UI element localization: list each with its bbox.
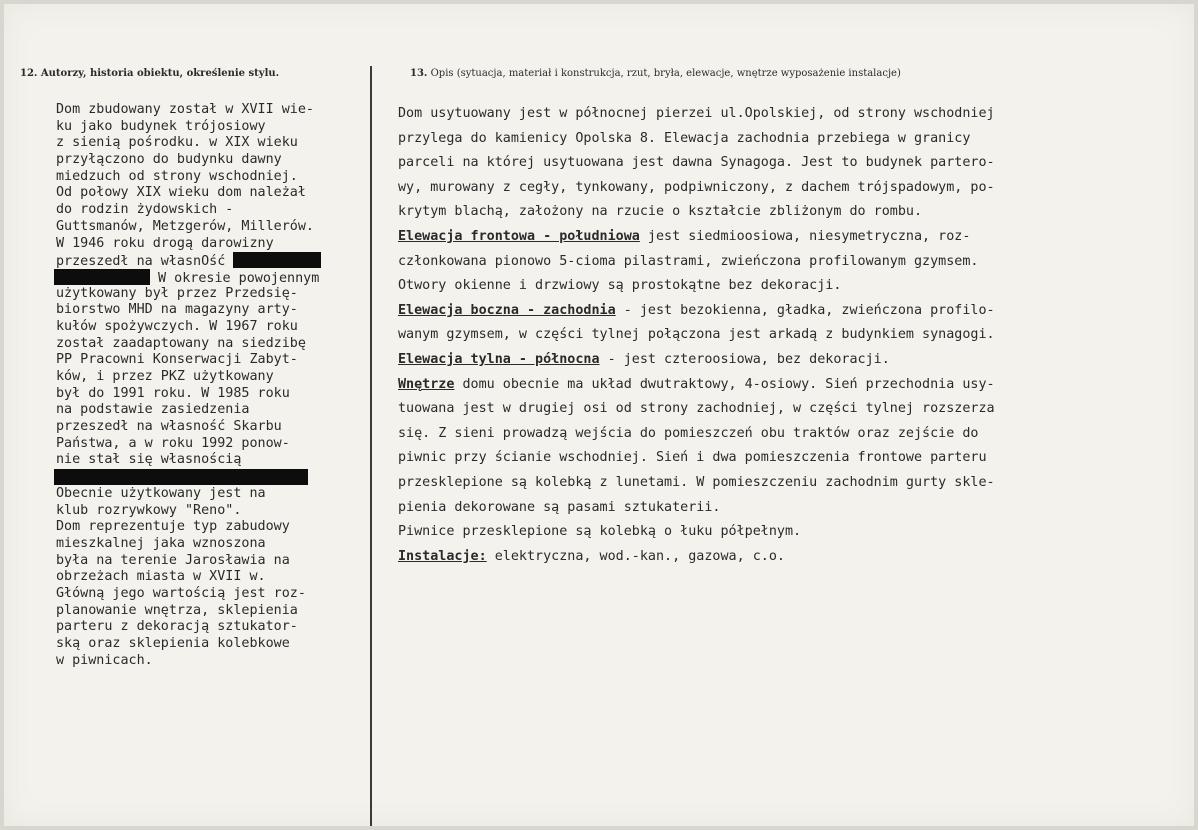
rear-elevation-heading: Elewacja tylna - północna: [398, 351, 600, 367]
installations-heading: Instalacje:: [398, 548, 487, 564]
text-line: przeszedł na własność Skarbu: [56, 419, 282, 435]
inventory-card: [4, 4, 1194, 826]
text-line: tuowana jest w drugiej osi od strony zachodniej, w części tylnej rozszerza: [398, 401, 995, 417]
text-line: nie stał się własnością: [56, 452, 242, 468]
text-line: przesklepione są kolebką z lunetami. W pomieszczeniu zachodnim gurty skle-: [398, 474, 995, 490]
text-line: Piwnice przesklepione są kolebką o łuku półpełnym.: [398, 524, 802, 540]
text-line: - jest bezokienna, gładka, zwieńczona profilo-: [615, 302, 995, 318]
interior-line: [398, 373, 1188, 398]
text-line: Guttsmanów, Metzgerów, Millerów.: [56, 218, 314, 234]
text-line: przylega do kamienicy Opolska 8. Elewacja zachodnia przebiega w granicy: [398, 130, 971, 146]
text-line: Państwa, a w roku 1992 ponow-: [56, 435, 290, 451]
text-line: wy, murowany z cegły, tynkowany, podpiwniczony, z dachem trójspadowym, po-: [398, 179, 995, 195]
text-line: wanym gzymsem, w części tylnej połączona jest arkadą z budynkiem synagogi.: [398, 327, 995, 343]
text-line: Dom usytuowany jest w północnej pierzei ul.Opolskiej, od strony wschodniej: [398, 106, 995, 121]
text-line: domu obecnie ma układ dwutraktowy, 4-osiowy. Sień przechodnia usy-: [454, 376, 995, 392]
description-text: [398, 102, 1188, 569]
text-line: Główną jego wartością jest roz-: [56, 585, 306, 601]
text-line: klub rozrywkowy "Reno".: [56, 502, 242, 518]
text-line: przyłączono do budynku dawny: [56, 152, 282, 168]
text-line: Obecnie użytkowany jest na: [56, 485, 266, 501]
redaction-bar: [233, 252, 321, 268]
text-line: Od połowy XIX wieku dom należał: [56, 185, 306, 201]
text-line: Otwory okienne i drzwiowy są prostokątne bez dekoracji.: [398, 278, 842, 294]
text-line: planowanie wnętrza, sklepienia: [56, 602, 298, 618]
text-line: W 1946 roku drogą darowizny: [56, 235, 274, 251]
front-elevation-line: [398, 225, 1188, 250]
text-line: elektryczna, wod.-kan., gazowa, c.o.: [486, 548, 785, 564]
text-line: przeszedł na własnOść: [56, 254, 226, 270]
side-elevation-line: [398, 299, 1188, 324]
text-line: ską oraz sklepienia kolebkowe: [56, 636, 290, 651]
section-13-header: [410, 68, 901, 79]
redaction-bar: [54, 469, 308, 485]
text-line: była na terenie Jarosławia na: [56, 552, 290, 568]
text-line: krytym blachą, założony na rzucie o kształcie zbliżonym do rombu.: [398, 204, 923, 220]
rear-elevation-line: [398, 348, 1188, 373]
text-line: parteru z dekoracją sztukator-: [56, 619, 298, 635]
text-line: mieszkalnej jaka wznoszona: [56, 535, 266, 551]
text-line: biorstwo MHD na magazyny arty-: [56, 302, 298, 318]
side-elevation-heading: Elewacja boczna - zachodnia: [398, 302, 616, 318]
interior-heading: Wnętrze: [398, 376, 455, 392]
text-line: do rodzin żydowskich -: [56, 202, 234, 218]
text-line: PP Pracowni Konserwacji Zabyt-: [56, 352, 298, 368]
redaction-line: [56, 469, 376, 486]
text-line: był do 1991 roku. W 1985 roku: [56, 385, 290, 401]
text-line: W okresie powojennym: [150, 270, 320, 286]
text-line: - jest czteroosiowa, bez dekoracji.: [599, 351, 890, 367]
text-line-with-redaction: [56, 269, 376, 286]
text-line: obrzeżach miasta w XVII w.: [56, 569, 266, 585]
section-13-title: Opis (sytuacja, materiał i konstrukcja, rzut, bryła, elewacje, wnętrze wyposażenie instalacje): [430, 68, 901, 79]
text-line: Dom zbudowany został w XVII wie-: [56, 102, 314, 117]
text-line: członkowana pionowo 5-cioma pilastrami, zwieńczona profilowanym gzymsem.: [398, 253, 979, 269]
text-line: użytkowany był przez Przedsię-: [56, 285, 298, 301]
section-13-number: 13.: [410, 68, 428, 79]
text-line: został zaadaptowany na siedzibę: [56, 335, 306, 351]
installations-line: [398, 545, 1188, 570]
text-line: ków, i przez PKZ użytkowany: [56, 369, 274, 384]
text-line: kułów spożywczych. W 1967 roku: [56, 318, 298, 334]
text-line: z sienią pośrodku. w XIX wieku: [56, 135, 298, 151]
redaction-bar: [54, 269, 150, 285]
text-line: się. Z sieni prowadzą wejścia do pomieszczeń obu traktów oraz zejście do: [398, 425, 979, 441]
text-line: Dom reprezentuje typ zabudowy: [56, 519, 290, 535]
text-line: parceli na której usytuowana jest dawna Synagoga. Jest to budynek partero-: [398, 155, 995, 171]
front-elevation-heading: Elewacja frontowa - południowa: [398, 228, 640, 244]
text-line: jest siedmioosiowa, niesymetryczna, roz-: [639, 228, 971, 244]
text-line: ku jako budynek trójosiowy: [56, 118, 266, 134]
text-line: miedzuch od strony wschodniej.: [56, 168, 298, 184]
section-12-header: 12. Autorzy, historia obiektu, określenie stylu.: [20, 68, 280, 79]
text-line: w piwnicach.: [56, 652, 153, 668]
text-line: pienia dekorowane są pasami sztukaterii.: [398, 499, 721, 515]
text-line-with-redaction: [56, 252, 376, 269]
history-text: [56, 102, 376, 669]
text-line: piwnic przy ścianie wschodniej. Sień i dwa pomieszczenia frontowe parteru: [398, 450, 987, 466]
text-line: na podstawie zasiedzenia: [56, 402, 250, 418]
